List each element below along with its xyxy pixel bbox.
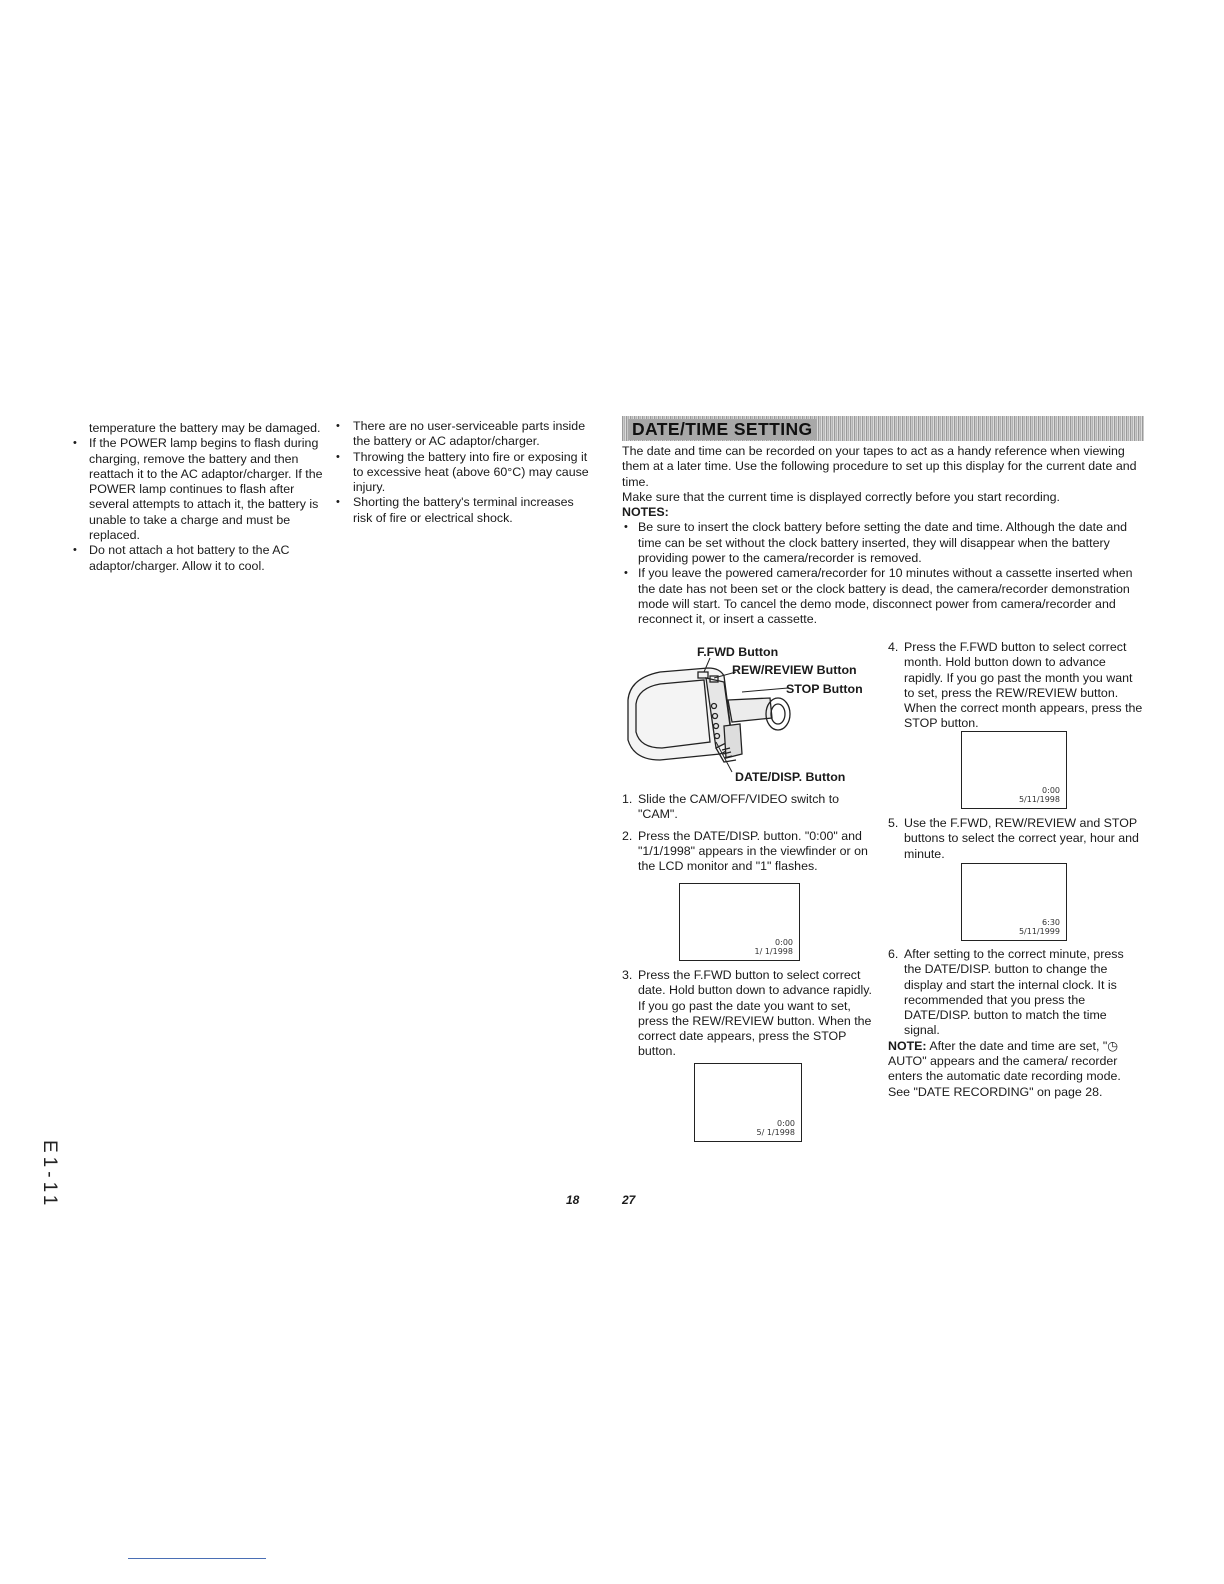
date-disp-button-label: DATE/DISP. Button — [735, 770, 846, 784]
viewfinder-screen — [961, 863, 1067, 941]
side-code-wrapper — [22, 1140, 62, 1220]
step-1 — [622, 792, 874, 823]
steps-right-column — [888, 640, 1144, 732]
time-display: 0:00 — [777, 1119, 795, 1128]
viewfinder-screen — [679, 883, 800, 961]
final-note — [888, 1039, 1144, 1100]
footer-rule — [128, 1558, 266, 1559]
bullet-list — [353, 419, 593, 526]
rew-review-button-label: REW/REVIEW Button — [732, 663, 857, 677]
step-number: 4. — [888, 640, 899, 654]
list-item: • If the POWER lamp begins to flash during charging, remove the battery and then reattach it to the AC adaptor/charger. If the POWER lamp continues to flash after several attempts to attach it, the battery is unable to take a charge and must be replaced. — [89, 436, 329, 543]
step-number: 1. — [622, 792, 633, 806]
ffwd-button-label: F.FWD Button — [697, 645, 779, 659]
list-item: • Throwing the battery into fire or exposing it to excessive heat (above 60°C) may cause injury. — [353, 450, 593, 496]
page-number-left: 18 — [566, 1193, 580, 1207]
note-text: After the date and time are set, "◷ AUTO" appears and the camera/ recorder enters the automatic date recording mode. See "DATE RECORDING" on page 28. — [888, 1038, 1121, 1099]
list-item: • There are no user-serviceable parts inside the battery or AC adaptor/charger. — [353, 419, 593, 450]
battery-notes-column-2 — [353, 419, 593, 526]
step-text: Press the F.FWD button to select correct date. Hold button down to advance rapidly. If you go past the date you want to set, press the REW/REVIEW button. When the correct date appears, press the STOP button. — [638, 968, 872, 1059]
step-number: 6. — [888, 947, 899, 961]
section-header-bar — [622, 416, 1144, 441]
step-number: 5. — [888, 816, 899, 830]
battery-notes-column-1 — [89, 421, 329, 574]
clock-readout — [1019, 786, 1060, 804]
clock-readout — [757, 1119, 795, 1137]
steps-left-column — [622, 792, 874, 874]
continued-text: temperature the battery may be damaged. — [89, 421, 321, 435]
step-text: Press the DATE/DISP. button. "0:00" and "1/1/1998" appears in the viewfinder or on the LCD monitor and "1" flashes. — [638, 828, 868, 874]
clock-readout — [1019, 918, 1060, 936]
notes-list — [622, 520, 1142, 627]
section-intro — [622, 444, 1142, 628]
step-3-block — [622, 968, 874, 1060]
bullet-list — [89, 436, 329, 574]
time-display: 0:00 — [1042, 786, 1060, 795]
step-text: Slide the CAM/OFF/VIDEO switch to "CAM". — [638, 792, 840, 822]
section-title: DATE/TIME SETTING — [628, 419, 817, 440]
page-number-right: 27 — [622, 1193, 636, 1207]
step-text: After setting to the correct minute, press the DATE/DISP. button to change the display and start the internal clock. It is recommended that you press the DATE/DISP. button to match the time signal. — [904, 947, 1124, 1038]
clock-readout — [755, 938, 793, 956]
step-text: Use the F.FWD, REW/REVIEW and STOP buttons to select the correct year, hour and minute. — [904, 816, 1139, 861]
date-display: 5/11/1998 — [1018, 795, 1060, 804]
step-2 — [622, 829, 874, 875]
viewfinder-screen — [694, 1063, 802, 1142]
time-display: 0:00 — [775, 938, 793, 947]
step-4 — [888, 640, 1144, 732]
list-item: • Shorting the battery's terminal increases risk of fire or electrical shock. — [353, 495, 593, 526]
date-display: 1/ 1/1998 — [754, 947, 793, 956]
date-display: 5/ 1/1998 — [756, 1128, 795, 1137]
notes-heading: NOTES: — [622, 505, 669, 520]
step-6-block — [888, 947, 1144, 1100]
step-5 — [888, 816, 1144, 862]
date-display: 5/11/1999 — [1018, 927, 1060, 936]
intro-paragraph: Make sure that the current time is displayed correctly before you start recording. — [622, 489, 1060, 504]
step-3 — [622, 968, 874, 1060]
step-6 — [888, 947, 1144, 1039]
note-label: NOTE: — [888, 1038, 927, 1053]
step-5-block — [888, 816, 1144, 862]
viewfinder-screen — [961, 731, 1067, 809]
list-item: • If you leave the powered camera/recorder for 10 minutes without a cassette inserted when the date has not been set or the clock battery is dead, the camera/recorder demonstration mode will start. To cancel the demo mode, disconnect power from camera/recorder and reconnect it, or insert a cassette. — [622, 566, 1142, 627]
stop-button-label: STOP Button — [786, 682, 863, 696]
side-code: E1-11 — [39, 1140, 60, 1210]
intro-paragraph: The date and time can be recorded on your tapes to act as a handy reference when viewing them at a later time. Use the following procedure to set up this display for the current date and time. — [622, 444, 1137, 489]
list-item: • Be sure to insert the clock battery before setting the date and time. Although the date and time can be set without the clock battery inserted, they will disappear when the battery providing power to the camera/recorder is removed. — [622, 520, 1142, 566]
time-display: 6:30 — [1042, 918, 1060, 927]
list-item: • Do not attach a hot battery to the AC adaptor/charger. Allow it to cool. — [89, 543, 329, 574]
step-number: 3. — [622, 968, 633, 982]
step-text: Press the F.FWD button to select correct month. Hold button down to advance rapidly. If you go past the month you want to set, press the REW/REVIEW button. When the correct month appears, press the STOP button. — [904, 640, 1143, 731]
step-number: 2. — [622, 828, 633, 843]
